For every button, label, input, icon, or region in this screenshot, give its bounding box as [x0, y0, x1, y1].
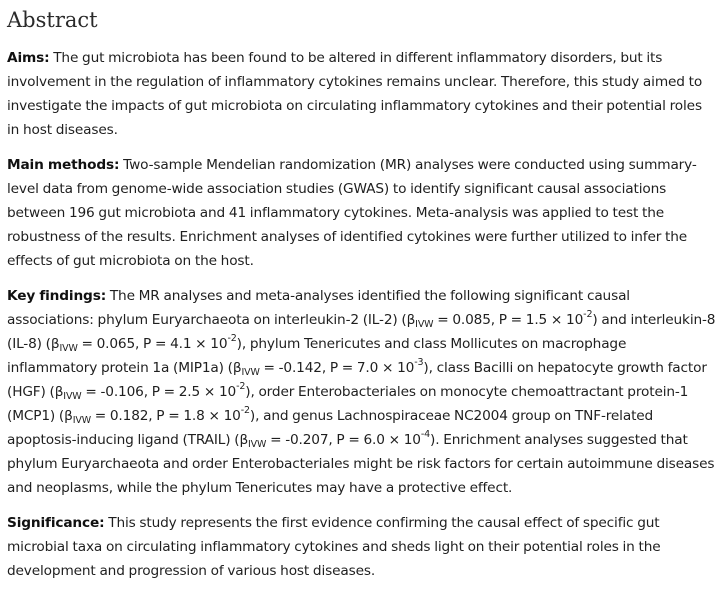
- beta-symbol: β: [239, 432, 249, 448]
- findings-text: ), phylum Tenericutes and class Mollicutes on macrophage inflammatory protein 1a (MIP1a) (: [7, 336, 627, 376]
- findings-paragraph: [7, 284, 717, 500]
- findings-text: = -0.106, P = 2.5 × 10: [81, 384, 237, 400]
- beta-symbol: β: [54, 384, 64, 400]
- findings-text: ). Enrichment analyses suggested that phylum Euryarchaeota and order Enterobacteriales might be risk factors for certain autoimmune diseases and neoplasms, while the phylum Tenericutes may have a protective effect.: [7, 432, 715, 496]
- beta-symbol: β: [232, 360, 242, 376]
- beta-subscript: IVW: [59, 343, 78, 354]
- significance-paragraph: [7, 511, 717, 583]
- aims-paragraph: [7, 46, 717, 142]
- exponent: -3: [414, 357, 424, 368]
- methods-label: Main methods:: [7, 157, 120, 173]
- exponent: -2: [240, 405, 250, 416]
- findings-text: = 0.085, P = 1.5 × 10: [433, 312, 584, 328]
- exponent: -2: [227, 333, 237, 344]
- findings-text: The MR analyses and meta-analyses identified the following significant causal associations: phylum Euryarchaeota on interleukin-2 (IL-2) (: [7, 288, 630, 328]
- aims-label: Aims:: [7, 50, 50, 66]
- abstract-heading: Abstract: [7, 8, 98, 32]
- findings-text: = 0.182, P = 1.8 × 10: [90, 408, 241, 424]
- beta-symbol: β: [64, 408, 73, 424]
- findings-text: = 0.065, P = 4.1 × 10: [77, 336, 228, 352]
- beta-subscript: IVW: [241, 367, 260, 378]
- methods-paragraph: [7, 153, 717, 273]
- beta-subscript: IVW: [63, 391, 82, 402]
- findings-text: ) and interleukin-8 (IL-8) (: [7, 312, 716, 352]
- findings-text: = -0.207, P = 6.0 × 10: [266, 432, 421, 448]
- findings-text: = -0.142, P = 7.0 × 10: [259, 360, 415, 376]
- findings-text: ), class Bacilli on hepatocyte growth factor (HGF) (: [7, 360, 707, 400]
- significance-label: Significance:: [7, 515, 105, 531]
- beta-subscript: IVW: [415, 319, 434, 330]
- findings-label: Key findings:: [7, 288, 107, 304]
- significance-text: This study represents the first evidence confirming the causal effect of specific gut microbial taxa on circulating inflammatory cytokines and sheds light on their potential roles in the development and progression of various host diseases.: [7, 515, 661, 579]
- beta-subscript: IVW: [72, 415, 91, 426]
- methods-text: Two-sample Mendelian randomization (MR) analyses were conducted using summary-level data from genome-wide association studies (GWAS) to identify significant causal associations between 196 gut microbiota and 41 inflammatory cytokines. Meta-analysis was applied to test the robustness of the results. Enrichment analyses of identified cytokines were further utilized to infer the effects of gut microbiota on the host.: [7, 157, 697, 269]
- exponent: -2: [236, 381, 246, 392]
- beta-symbol: β: [50, 336, 60, 352]
- findings-text: ), and genus Lachnospiraceae NC2004 group on TNF-related apoptosis-inducing ligand (TRAIL) (: [7, 408, 654, 448]
- beta-symbol: β: [406, 312, 416, 328]
- findings-text: ), order Enterobacteriales on monocyte chemoattractant protein-1 (MCP1) (: [7, 384, 689, 424]
- beta-subscript: IVW: [248, 439, 267, 450]
- exponent: -2: [583, 309, 593, 320]
- exponent: -4: [420, 429, 430, 440]
- aims-text: The gut microbiota has been found to be altered in different inflammatory disorders, but its involvement in the regulation of inflammatory cytokines remains unclear. Therefore, this study aimed to investigate the impacts of gut microbiota on circulating inflammatory cytokines and their potential roles in host diseases.: [7, 50, 703, 138]
